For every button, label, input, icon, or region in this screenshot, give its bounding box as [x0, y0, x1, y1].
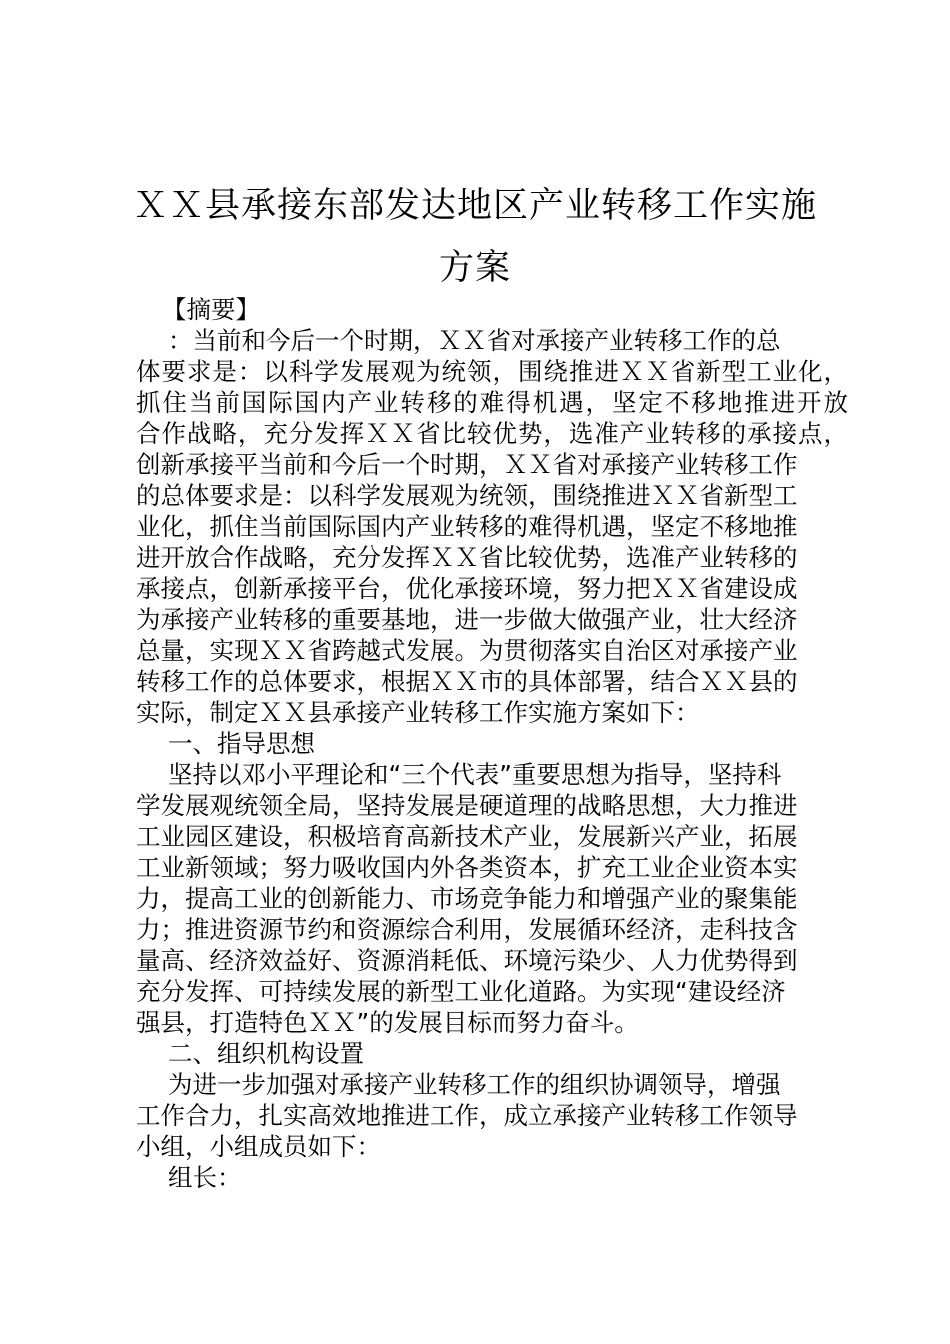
text-line: 工业园区建设，积极培育高新技术产业，发展新兴产业，拓展: [136, 822, 798, 851]
text-line: 业化，抓住当前国际国内产业转移的难得机遇，坚定不移地推: [136, 512, 798, 541]
document-title-line-2: 方案: [438, 248, 511, 288]
document-title-line-1: ＸＸ县承接东部发达地区产业转移工作实施: [132, 186, 817, 226]
section-heading: 一、指导思想: [168, 729, 315, 758]
text-line: 为承接产业转移的重要基地，进一步做大做强产业，壮大经济: [136, 605, 798, 634]
text-line: 总量，实现ＸＸ省跨越式发展。为贯彻落实自治区对承接产业: [136, 636, 798, 665]
text-line: 充分发挥、可持续发展的新型工业化道路。为实现“建设经济: [136, 977, 786, 1006]
section-heading: 二、组织机构设置: [168, 1039, 364, 1068]
text-line: 承接点，创新承接平台，优化承接环境，努力把ＸＸ省建设成: [136, 574, 798, 603]
text-line: 的总体要求是：以科学发展观为统领，围绕推进ＸＸ省新型工: [136, 481, 798, 510]
text-line: 组长：: [168, 1163, 242, 1192]
text-line: ：当前和今后一个时期，ＸＸ省对承接产业转移工作的总: [168, 326, 781, 355]
text-line: 体要求是：以科学发展观为统领，围绕推进ＸＸ省新型工业化，: [136, 357, 848, 386]
text-line: 强县，打造特色ＸＸ”的发展目标而努力奋斗。: [136, 1008, 639, 1037]
text-line: 抓住当前国际国内产业转移的难得机遇，坚定不移地推进开放: [136, 388, 848, 417]
text-line: 工作合力，扎实高效地推进工作，成立承接产业转移工作领导: [136, 1101, 798, 1130]
document-body: [136, 294, 848, 1193]
text-line: 小组，小组成员如下：: [136, 1132, 381, 1161]
text-line: 学发展观统领全局，坚持发展是硬道理的战略思想，大力推进: [136, 791, 798, 820]
abstract-heading: 【摘要】: [162, 295, 260, 324]
text-line: 转移工作的总体要求，根据ＸＸ市的具体部署，结合ＸＸ县的: [136, 667, 798, 696]
text-line: 工业新领域；努力吸收国内外各类资本，扩充工业企业资本实: [136, 853, 798, 882]
text-line: 创新承接平当前和今后一个时期，ＸＸ省对承接产业转移工作: [136, 450, 798, 479]
text-line: 实际，制定ＸＸ县承接产业转移工作实施方案如下：: [136, 698, 700, 727]
text-line: 量高、经济效益好、资源消耗低、环境污染少、人力优势得到: [136, 946, 798, 975]
text-line: 为进一步加强对承接产业转移工作的组织协调领导，增强: [168, 1070, 781, 1099]
text-line: 进开放合作战略，充分发挥ＸＸ省比较优势，选准产业转移的: [136, 543, 798, 572]
text-line: 坚持以邓小平理论和“三个代表”重要思想为指导，坚持科: [168, 760, 782, 789]
text-line: 力，提高工业的创新能力、市场竞争能力和增强产业的聚集能: [136, 884, 798, 913]
text-line: 力；推进资源节约和资源综合利用，发展循环经济，走科技含: [136, 915, 798, 944]
text-line: 合作战略，充分发挥ＸＸ省比较优势，选准产业转移的承接点，: [136, 419, 848, 448]
